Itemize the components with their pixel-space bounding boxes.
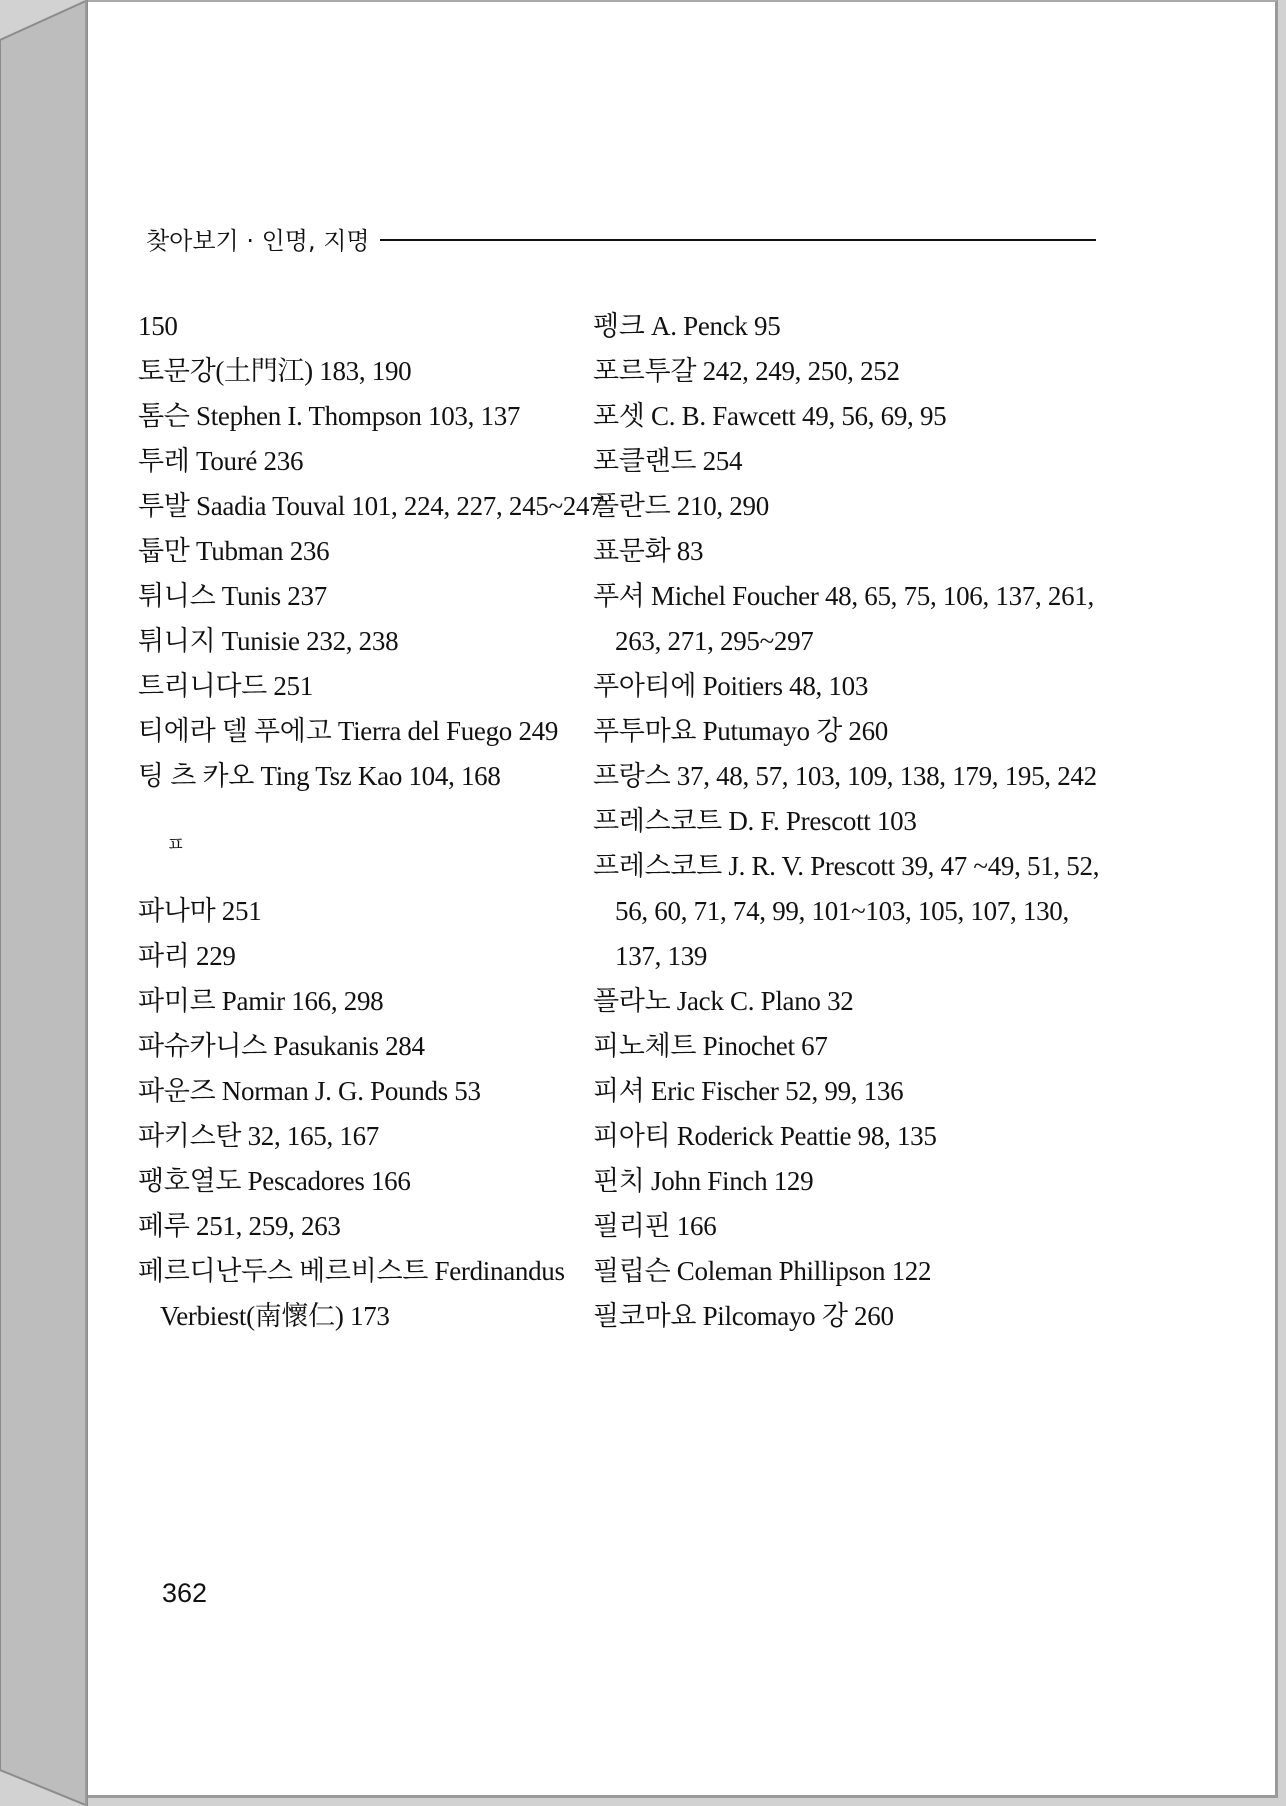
index-entry: 트리니다드 251: [138, 671, 313, 701]
index-entry: 팅 츠 카오 Ting Tsz Kao 104, 168: [138, 761, 501, 791]
header-rule: [380, 239, 1096, 241]
index-entry: 폴란드 210, 290: [593, 491, 769, 521]
index-entry: 투레 Touré 236: [138, 446, 304, 476]
index-entry: 필리핀 166: [593, 1211, 717, 1241]
header-title: 찾아보기 · 인명, 지명: [146, 226, 370, 255]
index-entry: 포르투갈 242, 249, 250, 252: [593, 356, 900, 386]
index-column-left: [138, 304, 648, 1339]
index-entry: 푸투마요 Putumayo 강 260: [593, 716, 888, 746]
index-entry: 필코마요 Pilcomayo 강 260: [593, 1301, 894, 1331]
index-entry: 프레스코트 J. R. V. Prescott 39, 47 ~49, 51, 52, 56, 60, 71, 74, 99, 101~103, 105, 107, 130, 137, 139: [593, 851, 1100, 971]
index-entry: 툽만 Tubman 236: [138, 536, 330, 566]
index-entry: 튀니지 Tunisie 232, 238: [138, 626, 399, 656]
index-entry: 티에라 델 푸에고 Tierra del Fuego 249: [138, 716, 559, 746]
index-entry: 플라노 Jack C. Plano 32: [593, 986, 854, 1016]
index-entry: 150: [138, 311, 178, 341]
index-entry: 포클랜드 254: [593, 446, 743, 476]
index-entry: 페르디난두스 베르비스트 Ferdinandus Verbiest(南懷仁) 173: [138, 1256, 565, 1331]
index-entry: 튀니스 Tunis 237: [138, 581, 327, 611]
index-entry: 파나마 251: [138, 896, 262, 926]
index-column-right: [593, 304, 1103, 1339]
index-entry: 팽호열도 Pescadores 166: [138, 1166, 411, 1196]
index-entry: 핀치 John Finch 129: [593, 1166, 814, 1196]
running-header: [146, 218, 1096, 258]
index-entry: 피셔 Eric Fischer 52, 99, 136: [593, 1076, 904, 1106]
index-entry: 필립슨 Coleman Phillipson 122: [593, 1256, 932, 1286]
index-entry: 톰슨 Stephen I. Thompson 103, 137: [138, 401, 521, 431]
index-entry: 토문강(土門江) 183, 190: [138, 356, 412, 386]
index-entry: 프레스코트 D. F. Prescott 103: [593, 806, 917, 836]
index-entry: 파미르 Pamir 166, 298: [138, 986, 384, 1016]
index-entry: 페루 251, 259, 263: [138, 1211, 341, 1241]
index-entry: 파운즈 Norman J. G. Pounds 53: [138, 1076, 481, 1106]
index-entry: 피아티 Roderick Peattie 98, 135: [593, 1121, 937, 1151]
index-entry: 표문화 83: [593, 536, 704, 566]
index-entry: 파리 229: [138, 941, 236, 971]
index-entry: 펭크 A. Penck 95: [593, 311, 781, 341]
page-number: 362: [162, 1578, 208, 1608]
index-entry: 파슈카니스 Pasukanis 284: [138, 1031, 425, 1061]
index-entry: 푸아티에 Poitiers 48, 103: [593, 671, 869, 701]
book-spine: [0, 0, 88, 1806]
index-entry: 프랑스 37, 48, 57, 103, 109, 138, 179, 195, 242: [593, 761, 1097, 791]
index-entry: 푸셔 Michel Foucher 48, 65, 75, 106, 137, 261, 263, 271, 295~297: [593, 581, 1094, 656]
section-letter: ㅍ: [166, 832, 186, 856]
index-entry: 포셋 C. B. Fawcett 49, 56, 69, 95: [593, 401, 947, 431]
index-entry: 투발 Saadia Touval 101, 224, 227, 245~247: [138, 491, 603, 521]
index-entry: 피노체트 Pinochet 67: [593, 1031, 828, 1061]
index-entry: 파키스탄 32, 165, 167: [138, 1121, 379, 1151]
